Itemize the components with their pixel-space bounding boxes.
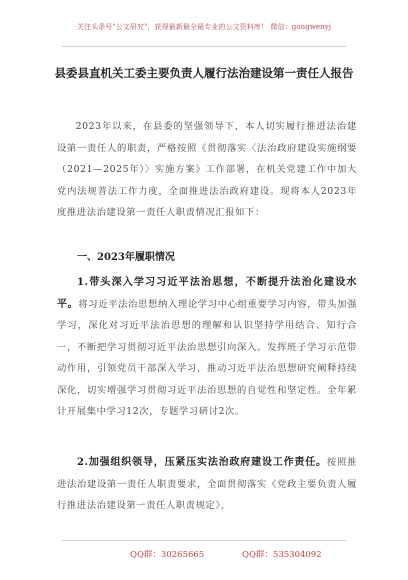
footer-qq-group-1: QQ群：30265665: [130, 550, 205, 560]
item-1-body: 将习近平法治思想纳入理论学习中心组重要学习内容，带头加强学习，深化对习近平法治思想的理解和认识坚持学用结合、知行合一，不断把学习贯彻习近平法治思想引向深入。发挥班子学习示范带动作用，引领党员干部深入学习，推动习近平法治思想研究阐释持续深化，切实增强学习贯彻习近平法治思想的自觉性和坚定性。全年累计开展集中学习12次，专题学习研讨2次。: [57, 298, 357, 417]
header-banner: 关注头条号"公文研究"，获得最新最全最专业的公文资料库！ 微信：gongwenyj: [76, 23, 332, 31]
header-divider: [62, 46, 346, 47]
intro-paragraph: 2023年以来，在县委的坚强领导下，本人切实履行推进法治建设第一责任人的职责，严格按照《贯彻落实〈法治政府建设实施纲要（2021—2025年）〉实施方案》工作部署，在机关党建工作中加大党内法规普法工作力度，全面推进法治政府建设。现将本人2023年度推进法治建设第一责任人职责情况汇报如下：: [57, 121, 357, 218]
footer-qq-group-2: QQ群：535304092: [242, 550, 322, 560]
document-title: 县委县直机关工委主要负责人履行法治建设第一责任人报告: [54, 66, 354, 80]
item-1-lead: 1.带头深入学习习近平法治思想，不断提升法治化建设水平。: [57, 277, 357, 310]
item-2-paragraph: [57, 452, 357, 517]
item-2-lead: 2.加强组织领导，压紧压实法治政府建设工作责任。: [77, 457, 327, 468]
item-1-paragraph: [57, 272, 357, 423]
section-heading-1: 一、2023年履职情况: [77, 252, 175, 263]
item-2-body: 按照推进法治建设第一责任人职责要求，全面贯彻落实《党政主要负责人履行推进法治建设第一责任人职责规定》，: [57, 457, 357, 511]
footer-divider: [62, 540, 346, 541]
page-footer: [0, 540, 408, 568]
